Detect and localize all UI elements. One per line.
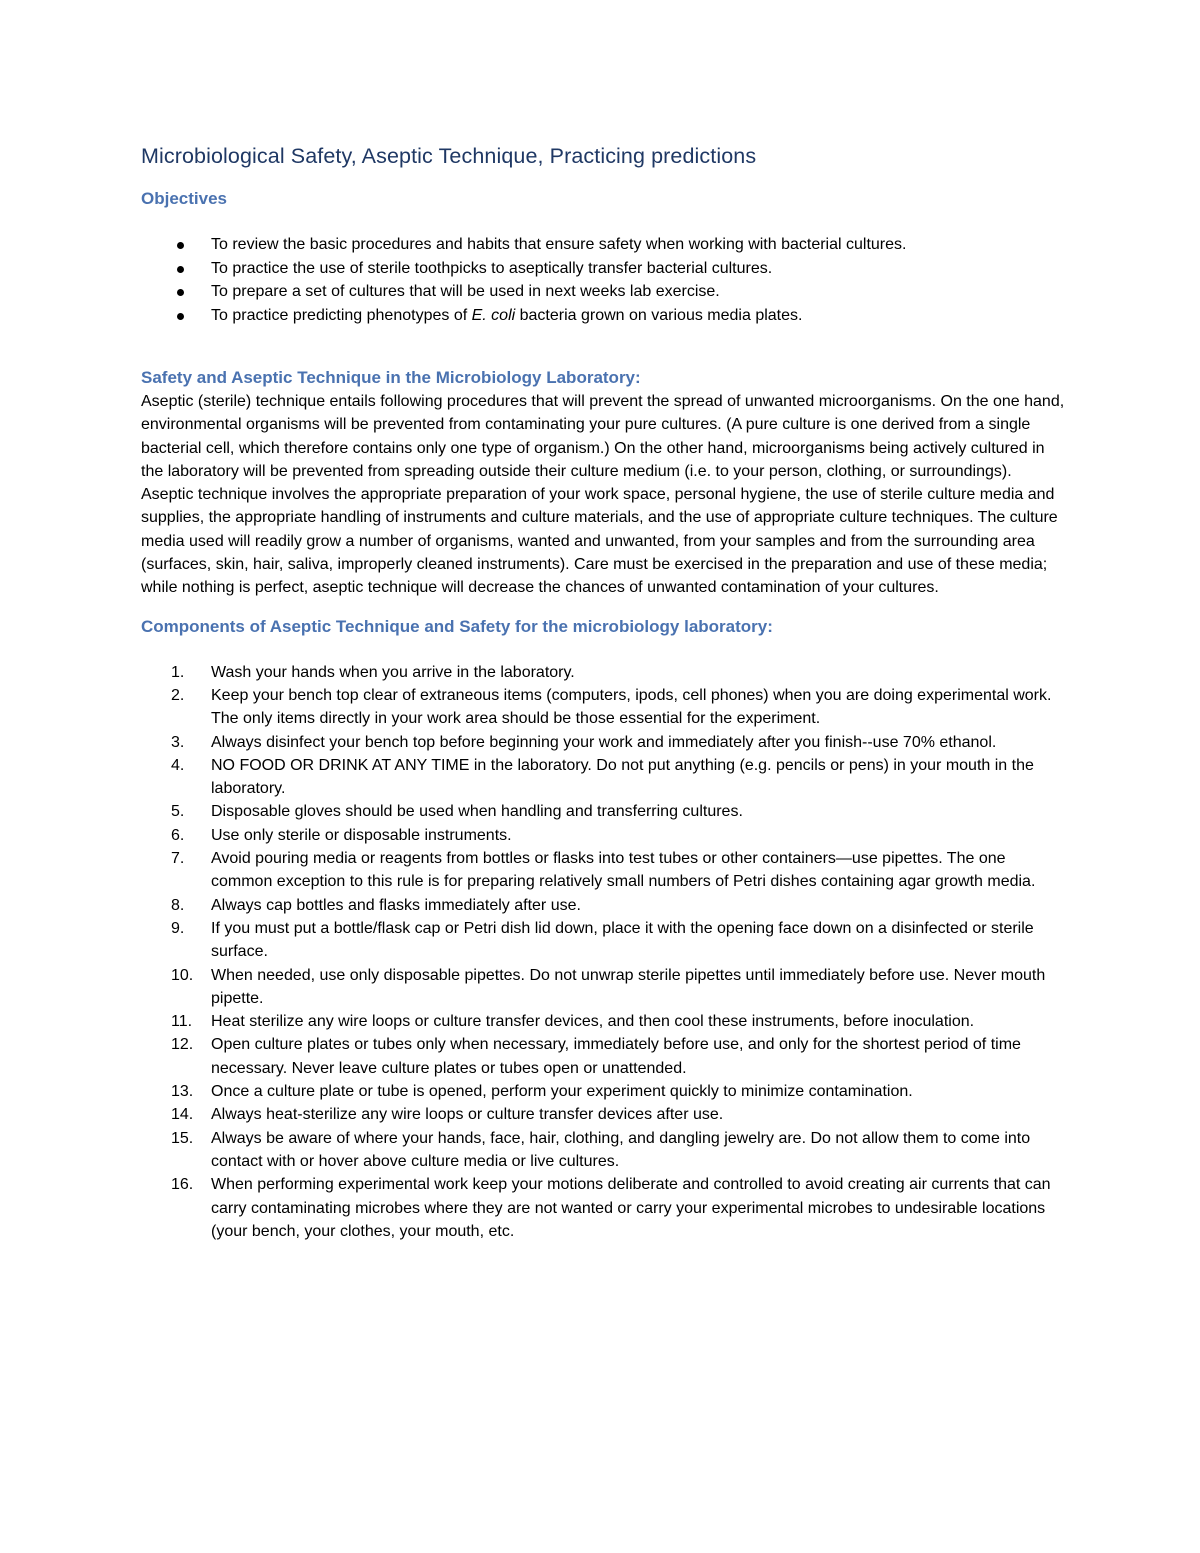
objectives-list xyxy=(141,233,1066,327)
list-item xyxy=(141,1010,1066,1033)
list-item xyxy=(141,661,1066,684)
objective-text-after: bacteria grown on various media plates. xyxy=(515,306,803,324)
item-number: 12. xyxy=(171,1036,194,1054)
list-item xyxy=(141,847,1066,894)
list-item xyxy=(141,964,1066,1011)
item-text: When needed, use only disposable pipettes. Do not unwrap sterile pipettes until immediately before use. Never mouth pipette. xyxy=(211,966,1046,1007)
item-text: Always cap bottles and flasks immediately after use. xyxy=(211,896,581,914)
components-heading: Components of Aseptic Technique and Safety for the microbiology laboratory: xyxy=(141,616,773,636)
item-text: Keep your bench top clear of extraneous items (computers, ipods, cell phones) when you are doing experimental work. The only items directly in your work area should be those essential for the experiment. xyxy=(211,686,1052,728)
item-number: 5. xyxy=(171,803,185,821)
item-text: Disposable gloves should be used when handling and transferring cultures. xyxy=(211,803,743,821)
item-number: 16. xyxy=(171,1176,194,1194)
item-number: 1. xyxy=(171,663,185,681)
objective-text: To review the basic procedures and habits that ensure safety when working with bacterial cultures. xyxy=(211,236,907,253)
list-item xyxy=(141,824,1066,847)
item-text: Open culture plates or tubes only when necessary, immediately before use, and only for the shortest period of time necessary. Never leave culture plates or tubes open or unattended. xyxy=(211,1036,1021,1077)
list-item xyxy=(141,1103,1066,1126)
item-number: 15. xyxy=(171,1129,194,1147)
list-item xyxy=(141,1080,1066,1103)
list-item xyxy=(141,894,1066,917)
safety-heading: Safety and Aseptic Technique in the Microbiology Laboratory: xyxy=(141,368,641,387)
list-item xyxy=(141,1173,1066,1243)
bullet-icon xyxy=(177,313,184,320)
objective-text: To practice the use of sterile toothpicks to aseptically transfer bacterial cultures. xyxy=(211,259,773,277)
item-number: 7. xyxy=(171,850,185,868)
item-text: Always be aware of where your hands, face, hair, clothing, and dangling jewelry are. Do not allow them to come into contact with or hover above culture media or live cultures. xyxy=(211,1129,1031,1170)
item-text: Always heat-sterilize any wire loops or culture transfer devices after use. xyxy=(211,1106,724,1124)
bullet-icon xyxy=(177,289,184,296)
safety-paragraph-1: Aseptic (sterile) technique entails following procedures that will prevent the spread of unwanted microorganisms. On the one hand, environmental organisms will be prevented from contaminating your pure cultures. (A pure culture is one derived from a single bacterial cell, which therefore contains only one type of organism.) On the other hand, microorganisms being actively cultured in the laboratory will be prevented from spreading outside their culture medium (i.e. to your person, clothing, or surroundings). xyxy=(141,393,1065,480)
item-number: 6. xyxy=(171,826,185,844)
document-content xyxy=(141,141,1066,1243)
list-item xyxy=(141,233,1066,257)
document-title: Microbiological Safety, Aseptic Technique, Practicing predictions xyxy=(141,144,757,168)
components-list xyxy=(141,661,1066,1243)
item-text: Use only sterile or disposable instruments. xyxy=(211,826,512,844)
item-number: 3. xyxy=(171,733,185,751)
item-number: 10. xyxy=(171,966,194,984)
item-number: 11. xyxy=(171,1013,193,1031)
list-item xyxy=(141,917,1066,964)
item-text: NO FOOD OR DRINK AT ANY TIME in the laboratory. Do not put anything (e.g. pencils or pens) in your mouth in the laboratory. xyxy=(211,756,1034,798)
item-number: 2. xyxy=(171,686,185,704)
safety-paragraph-2: Aseptic technique involves the appropriate preparation of your work space, personal hygiene, the use of sterile culture media and supplies, the appropriate handling of instruments and culture materials, and the use of appropriate culture techniques. The culture media used will readily grow a number of organisms, wanted and unwanted, from your samples and from the surrounding area (surfaces, skin, hair, saliva, improperly cleaned instruments). Care must be exercised in the preparation and use of these media; while nothing is perfect, aseptic technique will decrease the chances of unwanted contamination of your cultures. xyxy=(141,486,1058,597)
item-text: Avoid pouring media or reagents from bottles or flasks into test tubes or other containers—use pipettes. The one common exception to this rule is for preparing relatively small numbers of Petri dishes containing agar growth media. xyxy=(211,850,1036,891)
list-item xyxy=(141,304,1066,328)
list-item xyxy=(141,731,1066,754)
item-text: If you must put a bottle/flask cap or Petri dish lid down, place it with the opening face down on a disinfected or sterile surface. xyxy=(211,919,1034,961)
list-item xyxy=(141,684,1066,731)
item-text: Wash your hands when you arrive in the laboratory. xyxy=(211,663,575,681)
bullet-icon xyxy=(177,242,184,249)
item-number: 9. xyxy=(171,919,185,937)
list-item xyxy=(141,280,1066,304)
item-text: Once a culture plate or tube is opened, perform your experiment quickly to minimize contamination. xyxy=(211,1083,913,1101)
organism-name: E. coli xyxy=(471,306,516,324)
item-number: 14. xyxy=(171,1106,194,1124)
item-number: 13. xyxy=(171,1083,194,1101)
objective-text: To prepare a set of cultures that will be used in next weeks lab exercise. xyxy=(211,283,720,300)
item-text: Always disinfect your bench top before beginning your work and immediately after you finish--use 70% ethanol. xyxy=(211,733,997,751)
list-item xyxy=(141,1033,1066,1080)
objective-text-before: To practice predicting phenotypes of xyxy=(211,306,472,324)
objectives-heading: Objectives xyxy=(141,189,227,208)
list-item xyxy=(141,1127,1066,1174)
item-number: 8. xyxy=(171,896,185,914)
list-item xyxy=(141,754,1066,801)
list-item xyxy=(141,257,1066,281)
bullet-icon xyxy=(177,266,184,273)
item-number: 4. xyxy=(171,756,185,774)
item-text: Heat sterilize any wire loops or culture transfer devices, and then cool these instruments, before inoculation. xyxy=(211,1013,975,1031)
item-text: When performing experimental work keep your motions deliberate and controlled to avoid creating air currents that can carry contaminating microbes where they are not wanted or carry your experimental microbes to undesirable locations (your bench, your clothes, your mouth, etc. xyxy=(211,1176,1051,1240)
list-item xyxy=(141,800,1066,823)
